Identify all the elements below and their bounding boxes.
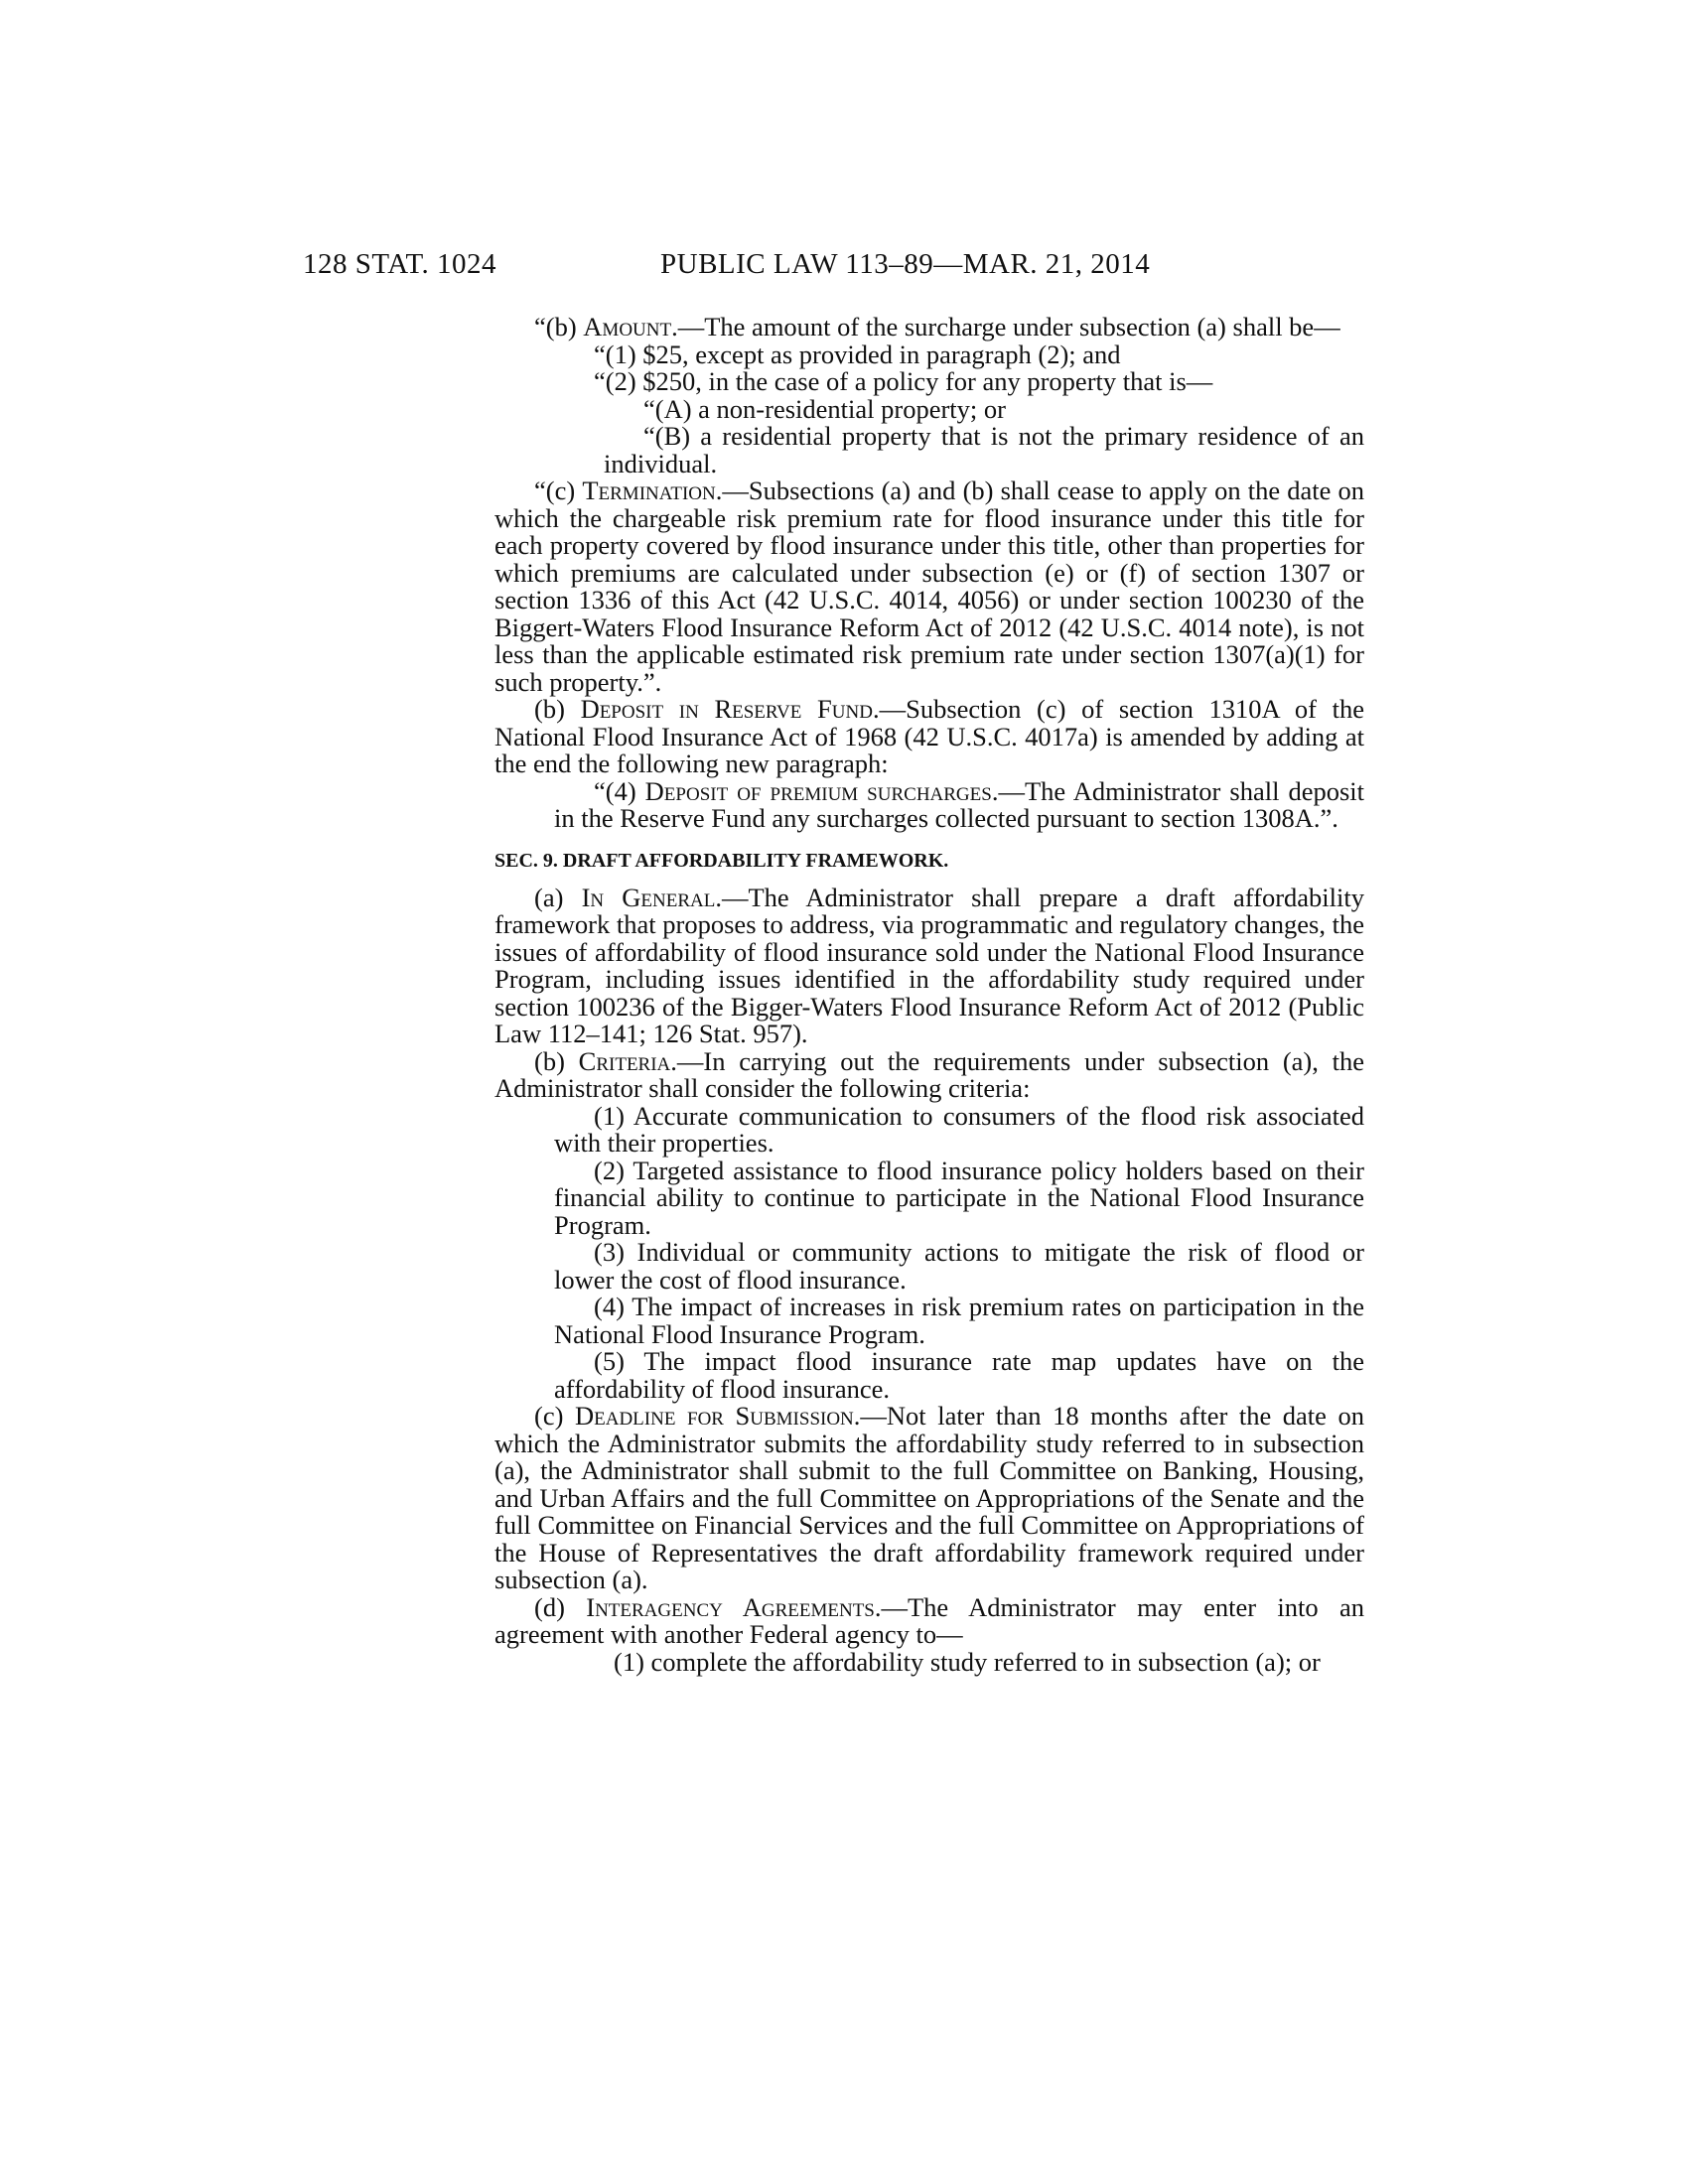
agreement-paragraph-1: (1) complete the affordability study referred to in subsection (a); or: [614, 1646, 1321, 1677]
subsection-heading: Interagency Agreements: [586, 1591, 875, 1622]
paragraph-text: .—The Administrator shall deposit in the Reserve Fund any surcharges collected pursuant to section 1308A.”.: [554, 775, 1364, 833]
section-9-heading: SEC. 9. DRAFT AFFORDABILITY FRAMEWORK.: [494, 849, 949, 872]
paragraph-heading: Deposit of premium surcharges: [644, 775, 992, 806]
statute-reference: 128 STAT. 1024: [303, 248, 497, 280]
subsection-c-termination: [494, 478, 1364, 696]
paragraph-deposit-4: [494, 775, 1364, 833]
subsection-deposit-reserve-fund: [494, 696, 1364, 778]
section-9-subsection-a: [494, 882, 1364, 1048]
subsection-label: (d): [534, 1591, 587, 1622]
subsection-text: .—The Administrator shall prepare a draft affordability framework that proposes to address, via programmatic and regulatory changes, the issues of affordability of flood insurance sold under the National Flood Insurance Program, including issues identified in the affordability study required under section 100236 of the Bigger-Waters Flood Insurance Reform Act of 2012 (Public Law 112–141; 126 Stat. 957).: [494, 882, 1364, 1048]
subparagraph-bA: “(A) a non-residential property; or: [643, 393, 1006, 424]
page-header: [303, 248, 1365, 288]
subsection-label: “(c): [534, 476, 583, 505]
subsection-heading: Deposit in Reserve Fund: [580, 694, 873, 724]
subsection-label: (b): [534, 1045, 579, 1076]
subsection-text: .—The Administrator may enter into an agreement with another Federal agency to—: [494, 1591, 1364, 1649]
criteria-3: (3) Individual or community actions to mitigate the risk of flood or lower the cost of flood insurance.: [554, 1237, 1364, 1295]
subsection-label: (b): [534, 694, 581, 724]
subsection-text: .—In carrying out the requirements under subsection (a), the Administrator shall consider the following criteria:: [494, 1045, 1364, 1103]
subsection-heading: Amount: [583, 312, 672, 341]
section-9-subsection-d: [494, 1591, 1364, 1649]
paragraph-b1: “(1) $25, except as provided in paragraph (2); and: [594, 339, 1121, 369]
subsection-b-amount: [494, 314, 1364, 341]
subsection-text: .—Subsections (a) and (b) shall cease to apply on the date on which the chargeable risk premium rate for flood insurance under this title for each property covered by flood insurance under this title, other than properties for which premiums are calculated under subsection (e) or (f) of section 1307 or section 1336 of this Act (42 U.S.C. 4014, 4056) or under section 100230 of the Biggert-Waters Flood Insurance Reform Act of 2012 (42 U.S.C. 4014 note), is not less than the applicable estimated risk premium rate under section 1307(a)(1) for such property.”.: [494, 476, 1364, 697]
subsection-label: (a): [534, 882, 582, 912]
criteria-1: (1) Accurate communication to consumers of the flood risk associated with their properties.: [554, 1100, 1364, 1158]
public-law-reference: PUBLIC LAW 113–89—MAR. 21, 2014: [660, 248, 1151, 280]
subsection-label: (c): [534, 1401, 575, 1431]
subsection-text: .—The amount of the surcharge under subsection (a) shall be—: [671, 312, 1340, 341]
subsection-text: .—Not later than 18 months after the date on which the Administrator submits the affordability study referred to in subsection (a), the Administrator shall submit to the full Committee on Banking, Housing, and Urban Affairs and the full Committee on Appropriations of the Senate and the full Committee on Financial Services and the full Committee on Appropriations of the House of Representatives the draft affordability framework required under subsection (a).: [494, 1401, 1364, 1594]
paragraph-b2: “(2) $250, in the case of a policy for any property that is—: [594, 366, 1213, 396]
subsection-text: .—Subsection (c) of section 1310A of the National Flood Insurance Act of 1968 (42 U.S.C. 4017a) is amended by adding at the end the following new paragraph:: [494, 694, 1364, 778]
subsection-heading: Criteria: [578, 1045, 671, 1076]
criteria-2: (2) Targeted assistance to flood insurance policy holders based on their financial ability to continue to participate in the National Flood Insurance Program.: [554, 1155, 1364, 1240]
section-9-subsection-b: [494, 1045, 1364, 1103]
section-9-subsection-c: [494, 1403, 1364, 1594]
subsection-heading: In General: [581, 882, 716, 912]
subsection-label: “(b): [534, 312, 584, 341]
subsection-heading: Deadline for Submission: [574, 1401, 854, 1431]
criteria-5: (5) The impact flood insurance rate map updates have on the affordability of flood insurance.: [554, 1346, 1364, 1404]
paragraph-label: “(4): [594, 775, 645, 806]
subsection-heading: Termination: [582, 476, 716, 505]
document-body: [494, 314, 1364, 1676]
criteria-4: (4) The impact of increases in risk premium rates on participation in the National Flood Insurance Program.: [554, 1292, 1364, 1349]
subparagraph-bB: “(B) a residential property that is not the primary residence of an individual.: [604, 421, 1364, 478]
